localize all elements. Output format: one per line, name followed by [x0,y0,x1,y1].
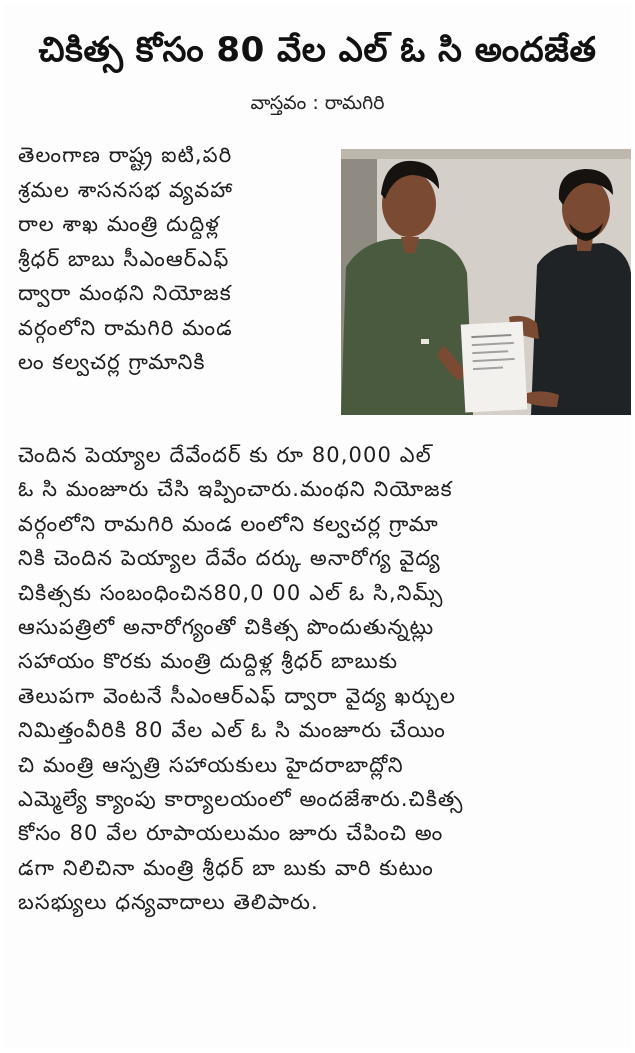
body-line: బసభ్యులు ధన్యవాదాలు తెలిపారు. [18,890,319,915]
body-line: తెలంగాణ రాష్ట్ర ఐటి,పరి [18,143,233,167]
body-line: నికి చెందిన పెయ్యాల దేవేం దర్కు అనారోగ్య వైద్య [18,546,441,571]
photo-illustration [341,149,631,415]
body-line: వర్గంలోని రామగిరి మండ [18,315,233,340]
news-photo [341,149,631,415]
article-body-full [18,438,623,919]
body-line: ఆసుపత్రిలో అనారోగ్యంతో చికిత్స పొందుతున్నట్లు [18,614,435,639]
body-line: చెందిన పెయ్యాల దేవేందర్ కు రూ 80,000 ఎల్ [18,443,432,467]
headline: చికిత్స కోసం 80 వేల ఎల్ ఓ సి అందజేత [38,30,597,70]
body-line: చికిత్సకు సంబంధించిన80,0 00 ఎల్ ఓ సి,నిమ్స్ [18,580,444,605]
body-line: శ్రీధర్ బాబు సీఎంఆర్ఎఫ్ [18,246,230,271]
dateline: వాస్తవం : రామగిరి [250,92,385,114]
body-line: ఎమ్మెల్యే క్యాంపు కార్యాలయంలో అందజేశారు.చికిత్స [18,786,464,811]
body-line: నిమిత్తంవీరికి 80 వేల ఎల్ ఓ సి మంజూరు చేయిం [18,718,446,743]
newspaper-clipping [4,4,631,1049]
body-line: రాల శాఖ మంత్రి దుద్దిళ్ల [18,212,220,236]
article-body-wrapped [18,138,328,380]
body-line: ద్వారా మంథని నియోజక [18,281,232,305]
body-line: సహాయం కొరకు మంత్రి దుద్దిళ్ల శ్రీధర్ బాబుకు [18,649,399,674]
body-line: లం కల్వచర్ల గ్రామానికి [18,350,206,374]
body-line: ఓ సి మంజూరు చేసి ఇప్పించారు.మంథని నియోజక [18,477,453,502]
body-line: చి మంత్రి ఆస్పత్రి సహాయకులు హైదరాబాద్లోని [18,752,404,777]
body-line: డగా నిలిచినా మంత్రి శ్రీధర్ బా బుకు వారి కుటుం [18,855,434,880]
body-line: వర్గంలోని రామగిరి మండ లంలోని కల్వచర్ల గ్రామా [18,511,439,536]
body-line: శ్రమల శాసనసభ వ్యవహా [18,177,234,202]
body-line: కోసం 80 వేల రూపాయలుమం జూరు చేపించి అం [18,821,444,846]
body-line: తెలుపగా వెంటనే సీఎంఆర్ఎఫ్ ద్వారా వైద్య ఖర్చుల [18,683,456,708]
document-paper [461,321,528,412]
